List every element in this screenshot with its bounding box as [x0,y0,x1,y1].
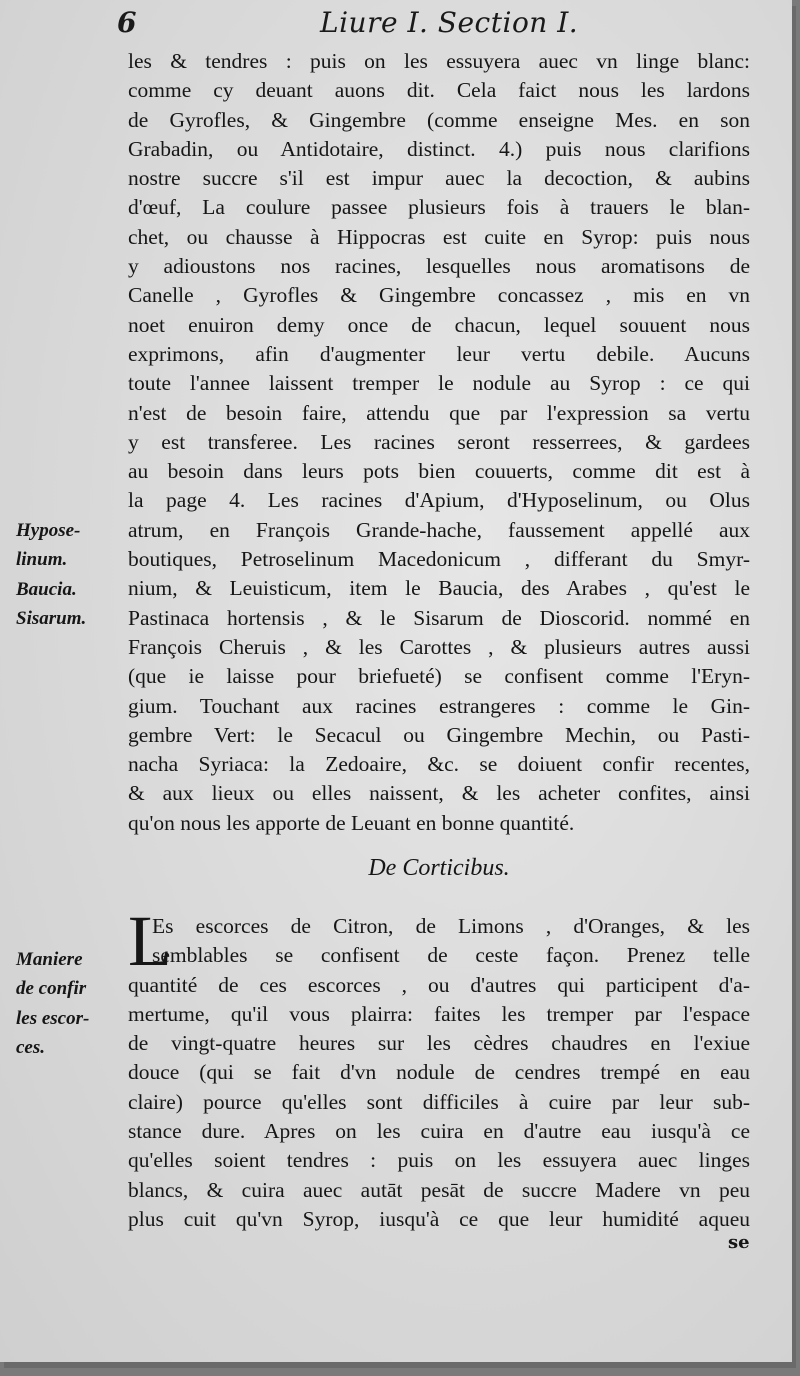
text-line: comme cy deuant auons dit. Cela faict nous les lardons [128,78,750,103]
text-line: semblables se confisent de ceste façon. Prenez telle [152,943,750,968]
margin-note-line: les escor- [16,1007,90,1029]
margin-note-line: Hypose- [16,520,81,541]
text-line: exprimons, afin d'augmenter leur vertu debile. Aucuns [128,341,750,366]
text-line: nostre succre s'il est impur auec la decoction, & aubins [128,166,750,191]
text-line: chet, ou chausse à Hippocras est cuite en Syrop: puis nous [128,224,750,249]
text-line: nacha Syriaca: la Zedoaire, &c. se doiuent confir recentes, [128,752,750,777]
text-line: stance dure. Apres on les cuira en d'autre eau iusqu'à ce [128,1119,750,1144]
text-line: (que ie laisse pour briefueté) se confisent comme l'Eryn- [128,664,750,689]
margin-note [16,516,120,633]
text-line: n'est de besoin faire, attendu que par l'expression sa vertu [128,400,750,425]
text-line: qu'on nous les apporte de Leuant en bonne quantité. [128,810,575,835]
text-line: de Gyrofles, & Gingembre (comme enseigne Mes. en son [128,107,750,132]
margin-note-line: Sisarum. [16,607,87,629]
margin-note-line: linum. [16,549,68,571]
section-title: De Corticibus. [368,855,510,881]
margin-note [16,945,120,1062]
text-line: Grabadin, ou Antidotaire, distinct. 4.) puis nous clarifions [128,136,750,161]
text-line: plus cuit qu'vn Syrop, iusqu'à ce que leur humidité aqueu [128,1206,750,1231]
text-line: douce (qui se fait d'vn nodule de cendres trempé en eau [128,1060,750,1085]
margin-note-line: de confir [16,978,87,1000]
text-line: la page 4. Les racines d'Apium, d'Hyposelinum, ou Olus [128,488,750,513]
text-line: quantité de ces escorces , ou d'autres qui participent d'a- [128,972,750,997]
page-number: 6 [117,6,137,39]
text-line: gembre Vert: le Secacul ou Gingembre Mechin, ou Pasti- [128,722,750,747]
drop-cap: L [128,901,172,981]
running-head: Liure I. Section I. [320,6,579,39]
body-text-block [128,47,750,838]
text-line: les & tendres : puis on les essuyera auec vn linge blanc: [128,49,750,73]
text-line: mertume, qu'il vous plairra: faites les tremper par l'espace [128,1001,750,1026]
margin-note-line: Baucia. [16,578,77,600]
text-line: de vingt-quatre heures sur les cèdres chaudres en l'exiue [128,1031,750,1056]
text-line: au besoin dans leurs pots bien couuerts, comme dit est à [128,459,750,484]
text-line: toute l'annee laissent tremper le nodule au Syrop : ce qui [128,371,750,396]
text-line: qu'elles soient tendres : puis on les essuyera auec linges [128,1148,750,1173]
text-line: François Cheruis , & les Carottes , & plusieurs autres aussi [128,634,750,659]
margin-note-line: ces. [16,1036,46,1058]
text-line: boutiques, Petroselinum Macedonicum , differant du Smyr- [128,547,750,572]
text-line: & aux lieux ou elles naissent, & les acheter confites, ainsi [128,781,750,806]
text-line: gium. Touchant aux racines estrangeres : comme le Gin- [128,693,750,718]
catchword: se [728,1232,750,1253]
text-line: blancs, & cuira auec autāt pesāt de succre Madere vn peu [128,1177,750,1202]
text-line: claire) pource qu'elles sont difficiles à cuire par leur sub- [128,1089,750,1114]
text-line: y adioustons nos racines, lesquelles nous aromatisons de [128,254,750,279]
text-line: Pastinaca hortensis , & le Sisarum de Dioscorid. nommé en [128,605,750,630]
text-line: Es escorces de Citron, de Limons , d'Oranges, & les [152,914,750,938]
body-text-block [128,901,750,1234]
margin-note-line: Maniere [16,949,83,970]
text-line: y est transferee. Les racines seront resserrees, & gardees [128,429,750,454]
text-line: atrum, en François Grande-hache, faussement appellé aux [128,517,750,542]
text-line: Canelle , Gyrofles & Gingembre concassez , mis en vn [128,283,750,308]
text-line: nium, & Leuisticum, item le Baucia, des Arabes , qu'est le [128,576,750,601]
text-line: d'œuf, La coulure passee plusieurs fois à trauers le blan- [128,195,750,220]
text-line: noet enuiron demy once de chacun, lequel souuent nous [128,312,750,337]
